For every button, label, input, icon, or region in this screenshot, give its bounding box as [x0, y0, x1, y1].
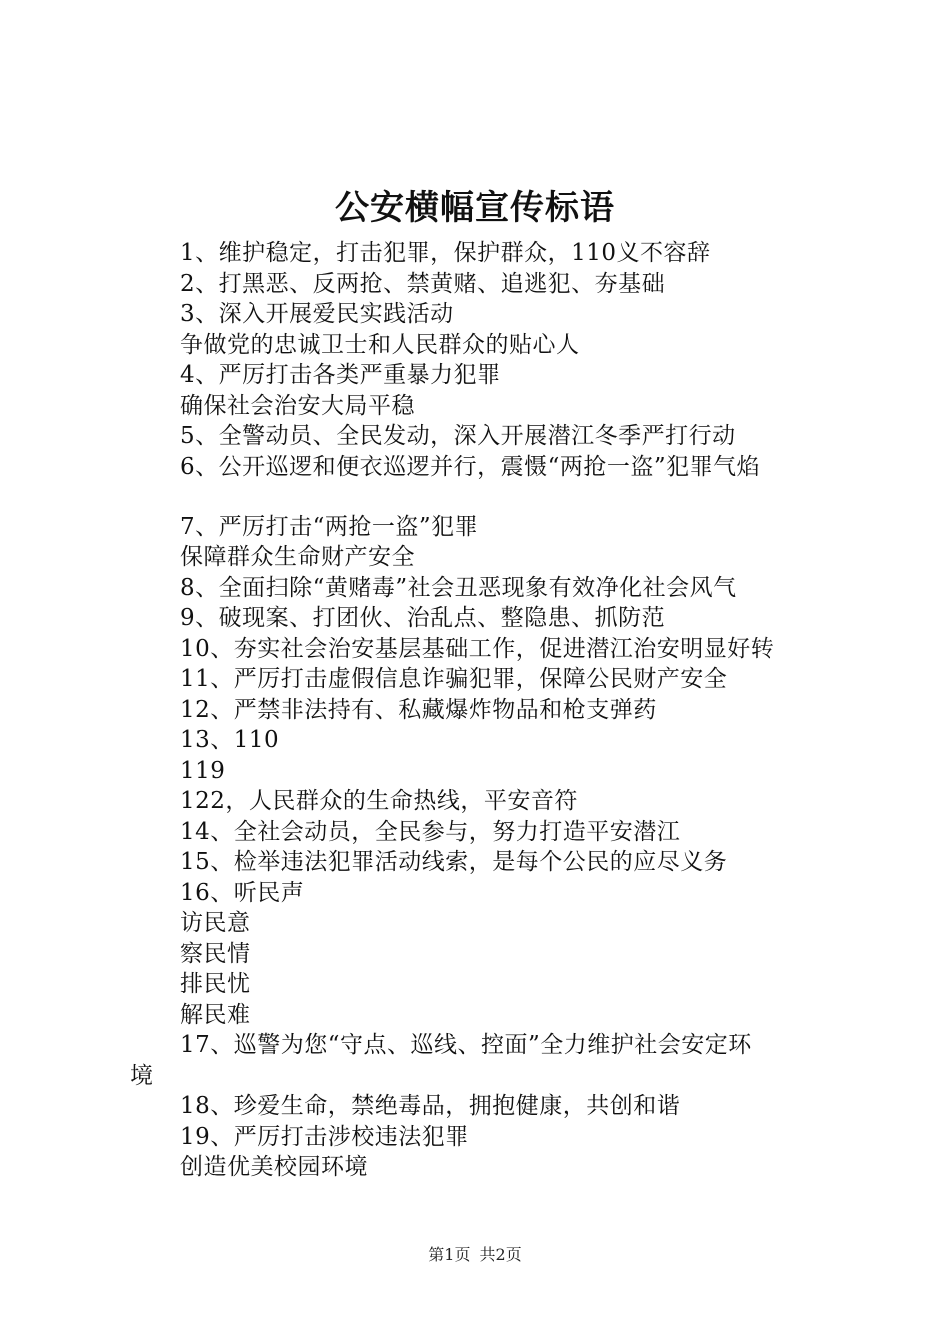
slogan-line: 14、全社会动员，全民参与，努力打造平安潜江: [180, 819, 681, 845]
slogan-line: 察民情: [180, 941, 251, 967]
page-total: 共2页: [479, 1245, 522, 1264]
slogan-line: 9、破现案、打团伙、治乱点、整隐患、抓防范: [180, 605, 666, 631]
page-footer: [0, 1243, 950, 1267]
slogan-line: 确保社会治安大局平稳: [180, 393, 415, 419]
slogan-line: 7、严厉打击“两抢一盗”犯罪: [180, 514, 479, 540]
slogan-line: 18、珍爱生命，禁绝毒品，拥抱健康，共创和谐: [180, 1093, 681, 1119]
slogan-line: 访民意: [180, 910, 251, 936]
slogan-line: 122，人民群众的生命热线，平安音符: [180, 788, 578, 814]
slogan-line: 119: [180, 758, 226, 784]
slogan-line: 解民难: [180, 1002, 251, 1028]
slogan-line: 争做党的忠诚卫士和人民群众的贴心人: [180, 332, 580, 358]
slogan-line: 19、严厉打击涉校违法犯罪: [180, 1124, 469, 1150]
slogan-line-continuation: 境: [130, 1063, 154, 1089]
slogan-line: 1、维护稳定，打击犯罪，保护群众，110义不容辞: [180, 240, 711, 266]
slogan-line: 3、深入开展爱民实践活动: [180, 301, 454, 327]
slogan-line: 17、巡警为您“守点、巡线、控面”全力维护社会安定环: [180, 1032, 752, 1058]
slogan-line: 15、检举违法犯罪活动线索，是每个公民的应尽义务: [180, 849, 728, 875]
page-number: 第1页: [428, 1245, 471, 1264]
slogan-line: 11、严厉打击虚假信息诈骗犯罪，保障公民财产安全: [180, 666, 728, 692]
slogan-line: 5、全警动员、全民发动，深入开展潜江冬季严打行动: [180, 423, 736, 449]
slogan-line: 10、夯实社会治安基层基础工作，促进潜江治安明显好转: [180, 636, 775, 662]
slogan-line: 创造优美校园环境: [180, 1154, 368, 1180]
slogan-line: 保障群众生命财产安全: [180, 544, 415, 570]
slogan-line: 13、110: [180, 727, 280, 753]
slogan-line: 2、打黑恶、反两抢、禁黄赌、追逃犯、夯基础: [180, 271, 666, 297]
slogan-line: 12、严禁非法持有、私藏爆炸物品和枪支弹药: [180, 697, 657, 723]
slogan-line: 排民忧: [180, 971, 251, 997]
page-title: 公安横幅宣传标语: [335, 188, 615, 228]
slogan-line: 8、全面扫除“黄赌毒”社会丑恶现象有效净化社会风气: [180, 575, 737, 601]
slogan-line: 6、公开巡逻和便衣巡逻并行，震慑“两抢一盗”犯罪气焰: [180, 454, 761, 480]
slogan-line: 4、严厉打击各类严重暴力犯罪: [180, 362, 501, 388]
slogan-line: 16、听民声: [180, 880, 305, 906]
